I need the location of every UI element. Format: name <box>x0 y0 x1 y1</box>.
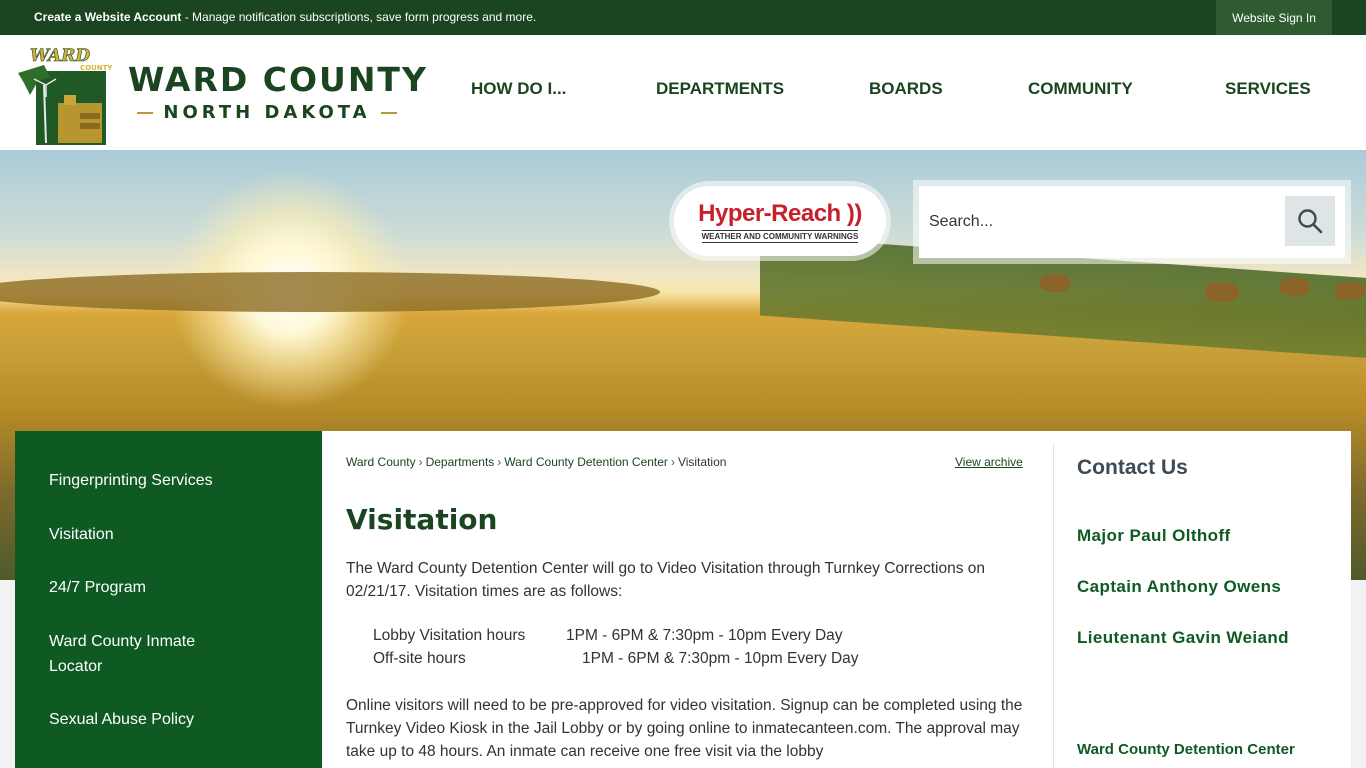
search-button[interactable] <box>1285 196 1335 246</box>
hyper-reach-logo <box>674 186 886 256</box>
hyper-reach-name <box>698 200 862 228</box>
offsite-hours-row <box>373 650 859 668</box>
online-visitation-paragraph: Online visitors will need to be pre-approved for video visitation. Signup can be completed using the Turnkey Video Kiosk in the Jail Lobby or by going online to inmatecanteen.com. The approval may take up to 48 hours. An inmate can receive one free visit via the lobby <box>346 697 1023 760</box>
breadcrumb-separator: › <box>497 455 502 469</box>
search-input[interactable] <box>929 202 1269 242</box>
sidebar-item-sexual-abuse-policy[interactable]: Sexual Abuse Policy <box>49 711 194 728</box>
lobby-hours-row <box>373 627 843 645</box>
subtitle-text: NORTH DAKOTA <box>163 102 371 123</box>
hay-bale <box>1040 274 1070 292</box>
breadcrumb-separator: › <box>418 455 423 469</box>
page-title: Visitation <box>346 503 498 536</box>
contact-major-paul-olthoff[interactable]: Major Paul Olthoff <box>1077 526 1231 545</box>
site-title[interactable]: WARD COUNTY <box>128 60 428 99</box>
breadcrumb-current: Visitation <box>677 455 727 469</box>
sidebar-item-fingerprinting[interactable]: Fingerprinting Services <box>49 472 213 489</box>
svg-text:COUNTY: COUNTY <box>80 64 113 72</box>
subtitle-dash-left <box>137 112 153 114</box>
sidebar-nav <box>15 431 322 768</box>
search-box <box>919 186 1345 258</box>
create-account-description: - Manage notification subscriptions, save form progress and more. <box>181 10 537 24</box>
subtitle-dash-right <box>381 112 397 114</box>
contact-panel <box>1055 431 1351 768</box>
view-archive-link[interactable]: View archive <box>955 455 1023 469</box>
create-account-link[interactable]: Create a Website Account <box>34 10 182 24</box>
main-content <box>322 431 1055 768</box>
hyper-reach-tagline: WEATHER AND COMMUNITY WARNINGS <box>701 231 859 241</box>
contact-title: Contact Us <box>1077 456 1188 479</box>
breadcrumb-ward-county[interactable]: Ward County <box>346 455 416 469</box>
breadcrumb-departments[interactable]: Departments <box>425 455 495 469</box>
svg-text:WARD: WARD <box>30 46 91 66</box>
nav-boards[interactable]: BOARDS <box>869 79 943 98</box>
breadcrumb-detention-center[interactable]: Ward County Detention Center <box>504 455 668 469</box>
search-icon <box>1297 208 1323 234</box>
hero-hill <box>0 272 660 312</box>
sidebar-item-visitation[interactable]: Visitation <box>49 526 114 543</box>
site-header <box>0 35 1366 150</box>
nav-community[interactable]: COMMUNITY <box>1028 79 1133 98</box>
lobby-hours-label: Lobby Visitation hours <box>373 627 526 644</box>
nav-departments[interactable]: DEPARTMENTS <box>656 79 785 98</box>
contact-lieutenant-gavin-weiand[interactable]: Lieutenant Gavin Weiand <box>1077 628 1289 647</box>
contact-captain-anthony-owens[interactable]: Captain Anthony Owens <box>1077 577 1282 596</box>
lobby-hours-value: 1PM - 6PM & 7:30pm - 10pm Every Day <box>566 627 843 644</box>
nav-services[interactable]: SERVICES <box>1225 79 1311 98</box>
sidebar-item-inmate-locator[interactable]: Ward County Inmate Locator <box>49 633 196 675</box>
intro-paragraph: The Ward County Detention Center will go to Video Visitation through Turnkey Corrections on 02/21/17. Visitation times are as follows: <box>346 560 985 600</box>
column-divider <box>1053 444 1054 768</box>
contact-department: Ward County Detention Center <box>1077 741 1295 758</box>
hay-bale <box>1280 278 1310 296</box>
top-bar <box>0 0 1366 35</box>
sidebar-item-24-7-program[interactable]: 24/7 Program <box>49 579 146 596</box>
hay-bale <box>1335 282 1365 300</box>
website-sign-in-button[interactable]: Website Sign In <box>1216 0 1332 35</box>
search-panel <box>913 180 1351 264</box>
hyper-reach-text: Hyper-Reach <box>698 199 841 227</box>
create-account-message[interactable] <box>34 10 536 24</box>
nav-how-do-i[interactable]: HOW DO I... <box>471 79 567 98</box>
ward-county-emblem-icon[interactable] <box>16 43 120 147</box>
hyper-reach-button[interactable] <box>669 181 891 261</box>
breadcrumb-separator: › <box>670 455 675 469</box>
offsite-hours-value: 1PM - 6PM & 7:30pm - 10pm Every Day <box>582 650 859 667</box>
site-subtitle <box>137 102 397 123</box>
offsite-hours-label: Off-site hours <box>373 650 466 667</box>
breadcrumb <box>346 455 726 469</box>
broadcast-icon: )) <box>840 199 862 227</box>
hay-bale <box>1205 282 1239 302</box>
